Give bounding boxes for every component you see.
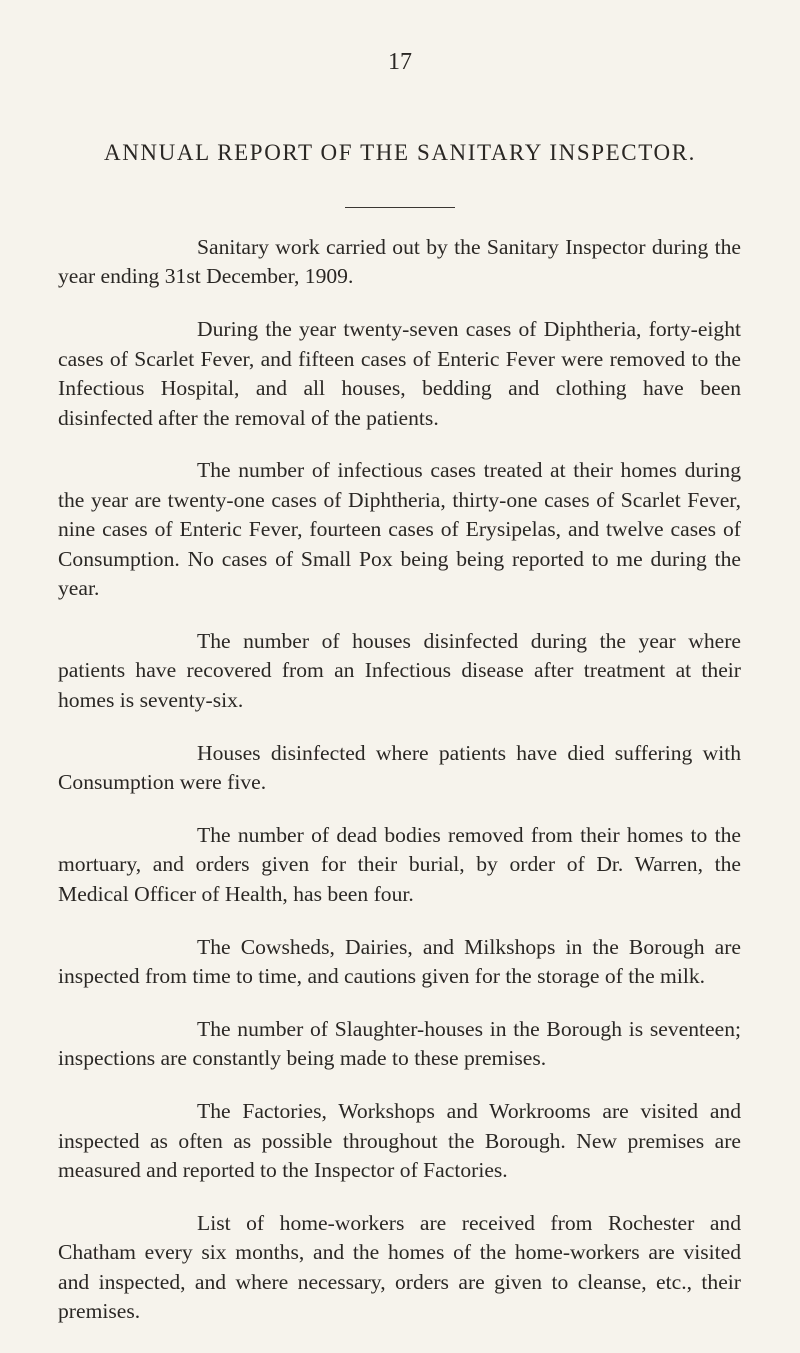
paragraph-slaughter-houses: The number of Slaughter-houses in the Borough is seventeen; inspections are constantly being made to these premises. — [58, 1017, 741, 1071]
paragraph-houses-disinfected: The number of houses disinfected during the year where patients have recovered from an Infectious disease after treatment at their homes is seventy-six. — [58, 628, 741, 712]
paragraph-dairies: The Cowsheds, Dairies, and Milkshops in the Borough are inspected from time to time, and cautions given for the storage of the milk. — [58, 934, 741, 989]
heading-divider — [345, 207, 455, 208]
paragraph-consumption-deaths: Houses disinfected where patients have died suffering with Consumption were five. — [58, 740, 741, 795]
page-number: 17 — [388, 49, 412, 75]
paragraph-home-workers: List of home-workers are received from Rochester and Chatham every six months, and the homes of the home-workers are visited and inspected, and where necessary, orders are given to cleanse, etc., their premises. — [58, 1211, 741, 1324]
paragraph-factories: The Factories, Workshops and Workrooms are visited and inspected as often as possible throughout the Borough. New premises are measured and reported to the Inspector of Factories. — [58, 1099, 741, 1183]
report-heading: ANNUAL REPORT OF THE SANITARY INSPECTOR. — [104, 140, 696, 165]
paragraph-home-cases: The number of infectious cases treated at their homes during the year are twenty-one cases of Diphtheria, thirty-one cases of Scarlet Fever, nine cases of Enteric Fever, fourteen cases of Erysipelas, and twelve cases of Consumption. No cases of Small Pox being being reported to me during the year. — [58, 458, 741, 601]
paragraph-intro: Sanitary work carried out by the Sanitary Inspector during the year ending 31st December, 1909. — [58, 235, 741, 289]
report-body — [58, 233, 741, 1350]
paragraph-hospital-removals: During the year twenty-seven cases of Diphtheria, forty-eight cases of Scarlet Fever, and fifteen cases of Enteric Fever were removed to the Infectious Hospital, and all houses, bedding and clothing have been disinfected after the removal of the patients. — [58, 317, 741, 430]
paragraph-mortuary: The number of dead bodies removed from their homes to the mortuary, and orders given for their burial, by order of Dr. Warren, the Medical Officer of Health, has been four. — [58, 823, 741, 906]
